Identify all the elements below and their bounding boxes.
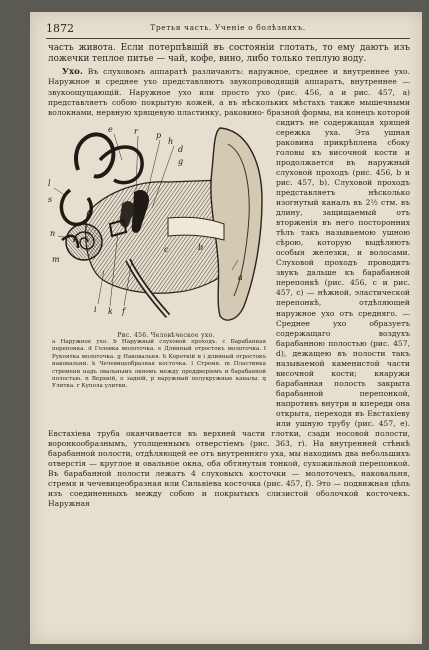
figure-label-p: p (156, 130, 162, 140)
paragraph-intro: часть живота. Если потерпѣвшiй въ состоянiи глотать, то ему даютъ изъ ложечки теплое питье — чай, кофе, вино, либо только теплую воду. (48, 43, 410, 65)
figure-label-n: n (50, 228, 56, 238)
figure-label-m: m (52, 254, 60, 264)
section-heading-ear: Ухо. (62, 67, 83, 78)
figure-label-i: i (94, 304, 97, 314)
figure-label-e: e (108, 124, 113, 134)
page-body (48, 43, 410, 509)
figure-caption-title: Рис. 456. Человѣческое ухо. (117, 331, 215, 339)
header-rule (46, 38, 410, 39)
figure-label-s: s (48, 194, 53, 204)
figure-label-g: g (178, 156, 184, 166)
ear-text-lead: Въ слуховомъ аппаратѣ различаютъ: наружное, среднее и внутреннее ухо. Наружное и среднее ухо представляютъ звукопроводящiй аппаратъ, внутреннее — звукоощущающiй. Наружное ухо или просто ухо (рис. 456, a и рис. 457, a) представляетъ собою покрытую кожей, а въ нѣскольких мѣстахъ также мышечными волокнами, нервную хрящевую пластинку, раковино- (48, 67, 410, 117)
figure-caption (52, 332, 266, 391)
ear-anatomy-illustration (48, 120, 270, 328)
paragraph-ear (48, 67, 410, 509)
page-number: 1872 (46, 22, 74, 35)
figure-label-f: f (122, 306, 125, 316)
figure-label-l: l (48, 178, 51, 188)
figure-label-r: r (134, 126, 138, 136)
running-head: Третья часть. Ученiе о болѣзняхъ. (150, 23, 306, 32)
figure-label-h: h (168, 136, 174, 146)
ear-text-rest: бразной формы, на конецъ которой сидитъ не содержащая хрящей сережка уха. Эта ушная раковина прикрѣплена сбоку головы къ височной кости и продолжается въ наружный слуховой проходъ (рис. 456, b и рис. 457, b). Слуховой проходъ представляетъ нѣсколько изогнутый каналъ въ 2½ стм. въ длину, защищаемый отъ вторженiя въ него посторонних тѣлъ такъ называемою ушною сѣрою, которую выдѣляютъ особыя железки, и волосами. Слуховой проходъ проводитъ звукъ дальше къ барабанной перепонкѣ (рис. 456, c и рис. 457, c) — нѣжной, эластической перепонкѣ, отдѣляющей наружное ухо отъ средняго. — Среднее ухо образуетъ содержащаго воздухъ барабанною полостью (рис. 457, d), дежащею въ полости такъ называемой каменистой части височной кости; кнаружи барабанная полость закрыта барабанной перепонкой, напротивъ внутри и кпереди она открыта, переходя въ Евстахiеву или ушную трубу (рис. 457, e). Евстахiева труба оканчивается въ верхней части глотки, сзади носовой полости, воронкообразнымъ, утолщеннымъ отверстiемъ (рис. 363, r). На внутренней стѣнкѣ барабанной полости, отдѣляющей ее отъ внутренняго уха, мы находимъ два небольшихъ отверстiя — круглое и овальное окна, оба обтянутыя тонкой, сухожильной перепонкой. Въ барабанной полости лежатъ 4 слуховыхъ косточки — молоточекъ, наковальня, стремя и чечевицеобразная или Сильвiева косточка (рис. 457, f). Это — подвижная цѣпь изъ соединенныхъ между собою и покрытыхъ слизистой оболочкой косточекъ. Наружная (48, 107, 410, 509)
figure-label-d: d (178, 144, 184, 154)
figure-456 (48, 120, 270, 426)
figure-label-a: a (238, 272, 243, 282)
book-page (30, 12, 422, 644)
figure-label-b: b (198, 242, 204, 252)
figure-caption-text: a Наружное ухо. b Наружный слуховой проходъ. c Барабанная перепонка. d Головка молоточка. e Длинный отростокъ молоточка. f Рукоятка молоточка. g Наковальня. h Короткiй и i длинный отростокъ наковальни. k Чечевицеобразная косточка. l Стремя. m Пластинка стремени надъ овальнымъ окномъ между преддверiемъ и барабанной полостью. n Верхнiй, o заднiй, p наружный полукружные каналы. q Улитка. r Купола улитки. (52, 339, 266, 390)
figure-label-c: c (164, 244, 169, 254)
figure-label-k: k (108, 306, 113, 316)
